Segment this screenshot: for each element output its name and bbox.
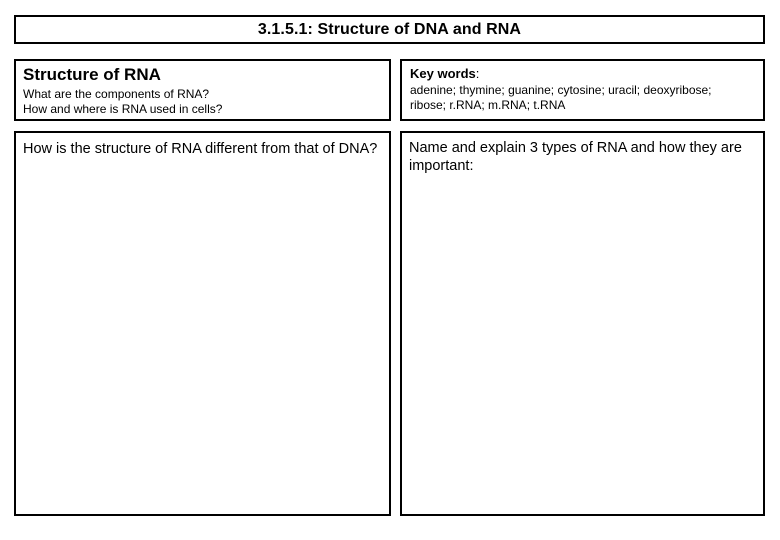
components-question: What are the components of RNA? xyxy=(23,87,210,101)
rna-types-prompt: Name and explain 3 types of RNA and how they are important: xyxy=(409,140,742,174)
key-words-line-1: adenine; thymine; guanine; cytosine; uracil; deoxyribose; xyxy=(410,83,712,97)
structure-of-rna-box xyxy=(14,59,391,121)
rna-dna-difference-prompt: How is the structure of RNA different from that of DNA? xyxy=(23,141,378,157)
key-words-heading-line xyxy=(410,65,755,82)
worksheet-title: 3.1.5.1: Structure of DNA and RNA xyxy=(257,20,522,38)
key-words-box xyxy=(400,59,765,121)
key-words-colon: : xyxy=(475,66,480,81)
worksheet-title-box xyxy=(14,15,765,44)
key-words-heading: Key words xyxy=(410,66,476,81)
rna-types-answer-box[interactable] xyxy=(400,131,765,516)
usage-question: How and where is RNA used in cells? xyxy=(23,102,223,116)
structure-of-rna-heading: Structure of RNA xyxy=(23,65,161,84)
key-words-line-2: ribose; r.RNA; m.RNA; t.RNA xyxy=(410,98,566,112)
rna-dna-difference-answer-box[interactable] xyxy=(14,131,391,516)
